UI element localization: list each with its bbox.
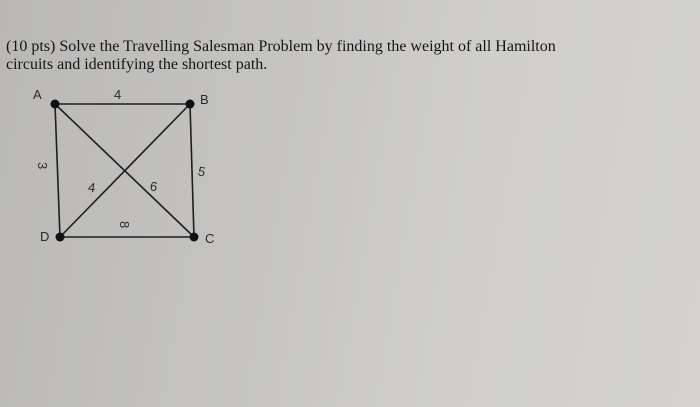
edge-d-b xyxy=(60,104,190,237)
question-line-1: (10 pts) Solve the Travelling Salesman Problem by finding the weight of all Hamilton xyxy=(6,38,556,55)
edge-a-d xyxy=(55,104,60,237)
weight-label-d-b: 4 xyxy=(87,179,97,196)
weight-label-d-c: 8 xyxy=(117,221,132,229)
vertex-b xyxy=(186,100,195,109)
weight-label-b-c: 5 xyxy=(196,163,207,180)
vertex-label-d: D xyxy=(40,229,50,244)
vertex-d xyxy=(56,233,65,242)
vertex-label-b: B xyxy=(200,92,209,107)
question-line-2: circuits and identifying the shortest path. xyxy=(6,56,268,73)
vertex-c xyxy=(190,233,199,242)
weight-label-a-c: 6 xyxy=(149,178,159,195)
weight-label-a-b: 4 xyxy=(114,87,122,102)
vertex-a xyxy=(51,100,60,109)
edge-b-c xyxy=(190,104,194,237)
vertex-label-a: A xyxy=(33,87,42,102)
weight-label-a-d: 3 xyxy=(35,162,50,170)
vertex-label-c: C xyxy=(205,231,215,246)
